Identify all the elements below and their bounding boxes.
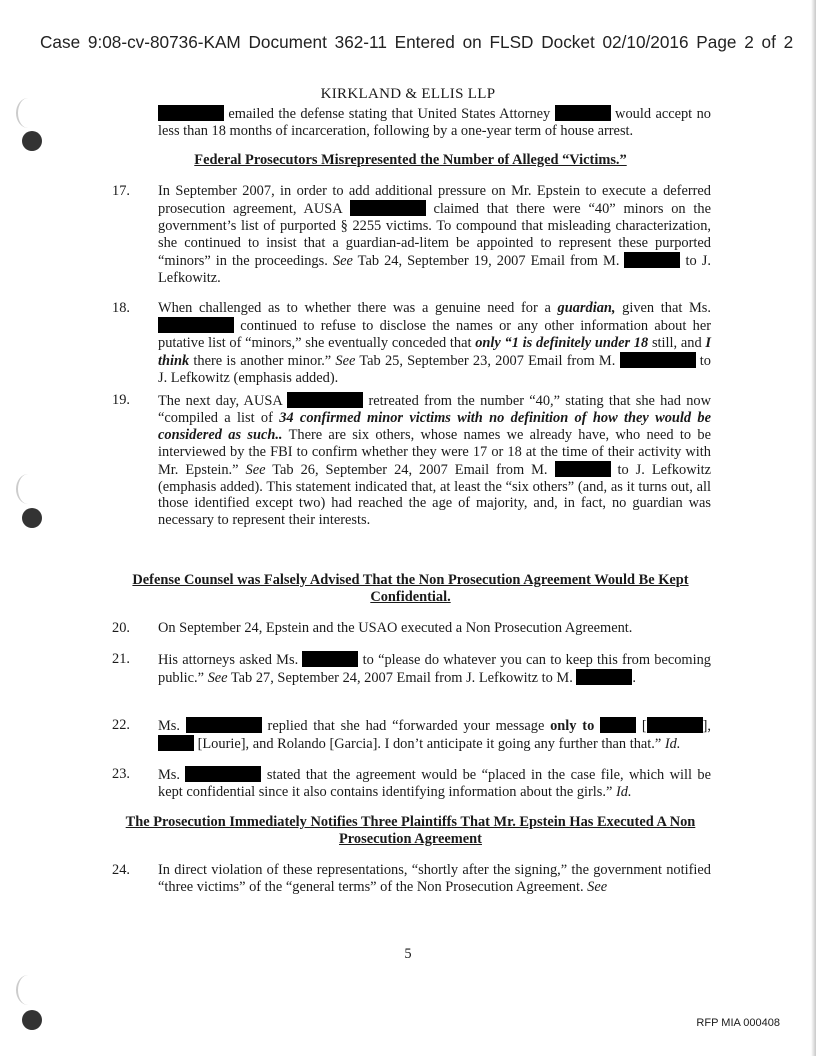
text-run: there is another minor.” <box>189 352 336 369</box>
paragraph-number: 22. <box>112 717 130 733</box>
redaction-box <box>158 317 234 333</box>
page-edge <box>811 0 816 1056</box>
emphasis-text: Id. <box>664 735 681 752</box>
text-run: His attorneys asked Ms. <box>158 652 303 668</box>
numbered-paragraph <box>112 183 711 286</box>
numbered-paragraph <box>158 105 711 140</box>
emphasis-text: See <box>207 669 228 686</box>
redaction-box <box>647 717 703 733</box>
docket-header: Case 9:08-cv-80736-KAM Document 362-11 Entered on FLSD Docket 02/10/2016 Page 2 of 2 <box>40 32 794 52</box>
section-heading <box>110 152 711 169</box>
redaction-box <box>158 105 224 121</box>
text-run: In direct violation of these representations, “shortly after the signing,” the government notified “three victims” of the “general terms” of the Non Prosecution Agreement. <box>158 862 711 895</box>
paragraph-number: 19. <box>112 392 130 408</box>
text-run: still, and <box>648 334 706 351</box>
paragraph-number: 18. <box>112 300 130 316</box>
text-run: The Prosecution Immediately Notifies Three Plaintiffs That Mr. Epstein Has Executed A Non Prosecution Agreement <box>125 814 696 847</box>
paragraph-number: 23. <box>112 766 130 782</box>
text-run: given that Ms. <box>615 300 711 316</box>
redaction-box <box>624 252 680 268</box>
text-run: Tab 24, September 19, 2007 Email from M. <box>352 252 625 269</box>
hole-punch <box>22 131 42 151</box>
text-run: [ <box>636 718 647 734</box>
text-run: There are six others, whose names we already have, who need to be interviewed by the FBI to confirm whether they were 17 or 18 at the time of their activity with Mr. Epstein.” <box>158 426 711 478</box>
redaction-box <box>576 669 632 685</box>
hole-punch <box>22 508 42 528</box>
text-run: The next day, AUSA <box>158 393 288 409</box>
section-heading <box>110 572 711 606</box>
text-run: continued to refuse to disclose the names or any other information about her putative list of “minors,” she eventually conceded that <box>158 317 711 351</box>
emphasis-text: only “1 is definitely under 18 <box>475 334 649 351</box>
redaction-box <box>302 651 358 667</box>
redaction-box <box>350 200 426 216</box>
paragraph-number: 21. <box>112 651 130 667</box>
text-run: . <box>632 669 636 686</box>
firm-letterhead: KIRKLAND & ELLIS LLP <box>320 86 496 102</box>
text-run: to J. Lefkowitz (emphasis added). This statement indicated that, at least the “six others” (and, as it turns out, all those identified except two) had reached the age of majority, and, in fact, no guardian was necessary to represent their interests. <box>158 461 711 529</box>
emphasis-text: guardian, <box>557 300 616 316</box>
emphasis-text: See <box>332 252 353 269</box>
hole-punch-ring <box>16 975 40 1005</box>
hole-punch-ring <box>16 474 40 504</box>
section-heading <box>110 814 711 848</box>
text-run: When challenged as to whether there was a genuine need for a <box>158 300 558 316</box>
redaction-box <box>287 392 363 408</box>
text-run: On September 24, Epstein and the USAO executed a Non Prosecution Agreement. <box>158 620 633 636</box>
text-run: In September 2007, in order to add additional pressure on Mr. Epstein to execute a deferred prosecution agreement, AUSA <box>158 183 711 217</box>
text-run: Ms. <box>158 718 186 734</box>
text-run: to J. Lefkowitz (emphasis added). <box>158 352 711 386</box>
text-run: [Lourie], and Rolando [Garcia]. I don’t anticipate it going any further than that.” <box>194 735 665 752</box>
numbered-paragraph <box>112 392 711 529</box>
numbered-paragraph <box>112 651 712 687</box>
redaction-box <box>186 717 262 733</box>
redaction-box <box>555 461 611 477</box>
paragraph-number: 20. <box>112 620 130 636</box>
paragraph-number: 17. <box>112 183 130 199</box>
numbered-paragraph <box>112 300 711 387</box>
page-number: 5 <box>404 946 412 962</box>
numbered-paragraph <box>112 620 711 637</box>
numbered-paragraph <box>112 862 711 896</box>
redaction-box <box>555 105 611 121</box>
text-run: retreated from the number “40,” stating that she had now “compiled a list of <box>158 393 711 426</box>
redaction-box <box>158 735 194 751</box>
bates-number: RFP MIA 000408 <box>696 1017 780 1029</box>
text-run: Tab 25, September 23, 2007 Email from M. <box>355 352 620 369</box>
text-run: to J. Lefkowitz. <box>158 252 711 286</box>
redaction-box <box>600 717 636 733</box>
text-run: Tab 27, September 24, 2007 Email from J. Lefkowitz to M. <box>227 669 577 686</box>
text-run: emailed the defense stating that United States Attorney <box>224 106 555 122</box>
hole-punch <box>22 1010 42 1030</box>
emphasis-text: Id. <box>616 783 632 800</box>
emphasis-text: 34 confirmed minor victims with no definition of how they would be considered as such.. <box>158 409 711 443</box>
emphasis-text: See <box>587 878 608 895</box>
text-run: stated that the agreement would be “placed in the case file, which will be kept confidential since it also contains identifying information about the girls.” <box>158 767 711 800</box>
text-run: claimed that there were “40” minors on the government’s list of purported § 2255 victims. To compound that misleading characterization, she continued to insist that a guardian-ad-litem be appointed to represent these purported “minors” in the proceedings. <box>158 200 711 269</box>
redaction-box <box>185 766 261 782</box>
text-run: Ms. <box>158 767 186 783</box>
redaction-box <box>620 352 696 368</box>
text-run: would accept no less than 18 months of incarceration, following by a one-year term of house arrest. <box>158 106 711 139</box>
text-run: Tab 26, September 24, 2007 Email from M. <box>265 461 555 478</box>
text-run: Defense Counsel was Falsely Advised That the Non Prosecution Agreement Would Be Kept Confidential. <box>132 572 689 605</box>
paragraph-number: 24. <box>112 862 130 878</box>
numbered-paragraph <box>112 766 711 801</box>
emphasis-text: only to <box>550 718 595 734</box>
text-run: Federal Prosecutors Misrepresented the Number of Alleged “Victims.” <box>194 152 627 168</box>
numbered-paragraph <box>112 717 712 753</box>
text-run: ], <box>702 718 712 734</box>
text-run: to “please do whatever you can to keep this from becoming public.” <box>158 652 712 686</box>
text-run: replied that she had “forwarded your message <box>261 718 551 734</box>
emphasis-text: See <box>245 461 266 478</box>
emphasis-text: See <box>335 352 356 369</box>
emphasis-text: I think <box>158 334 711 369</box>
